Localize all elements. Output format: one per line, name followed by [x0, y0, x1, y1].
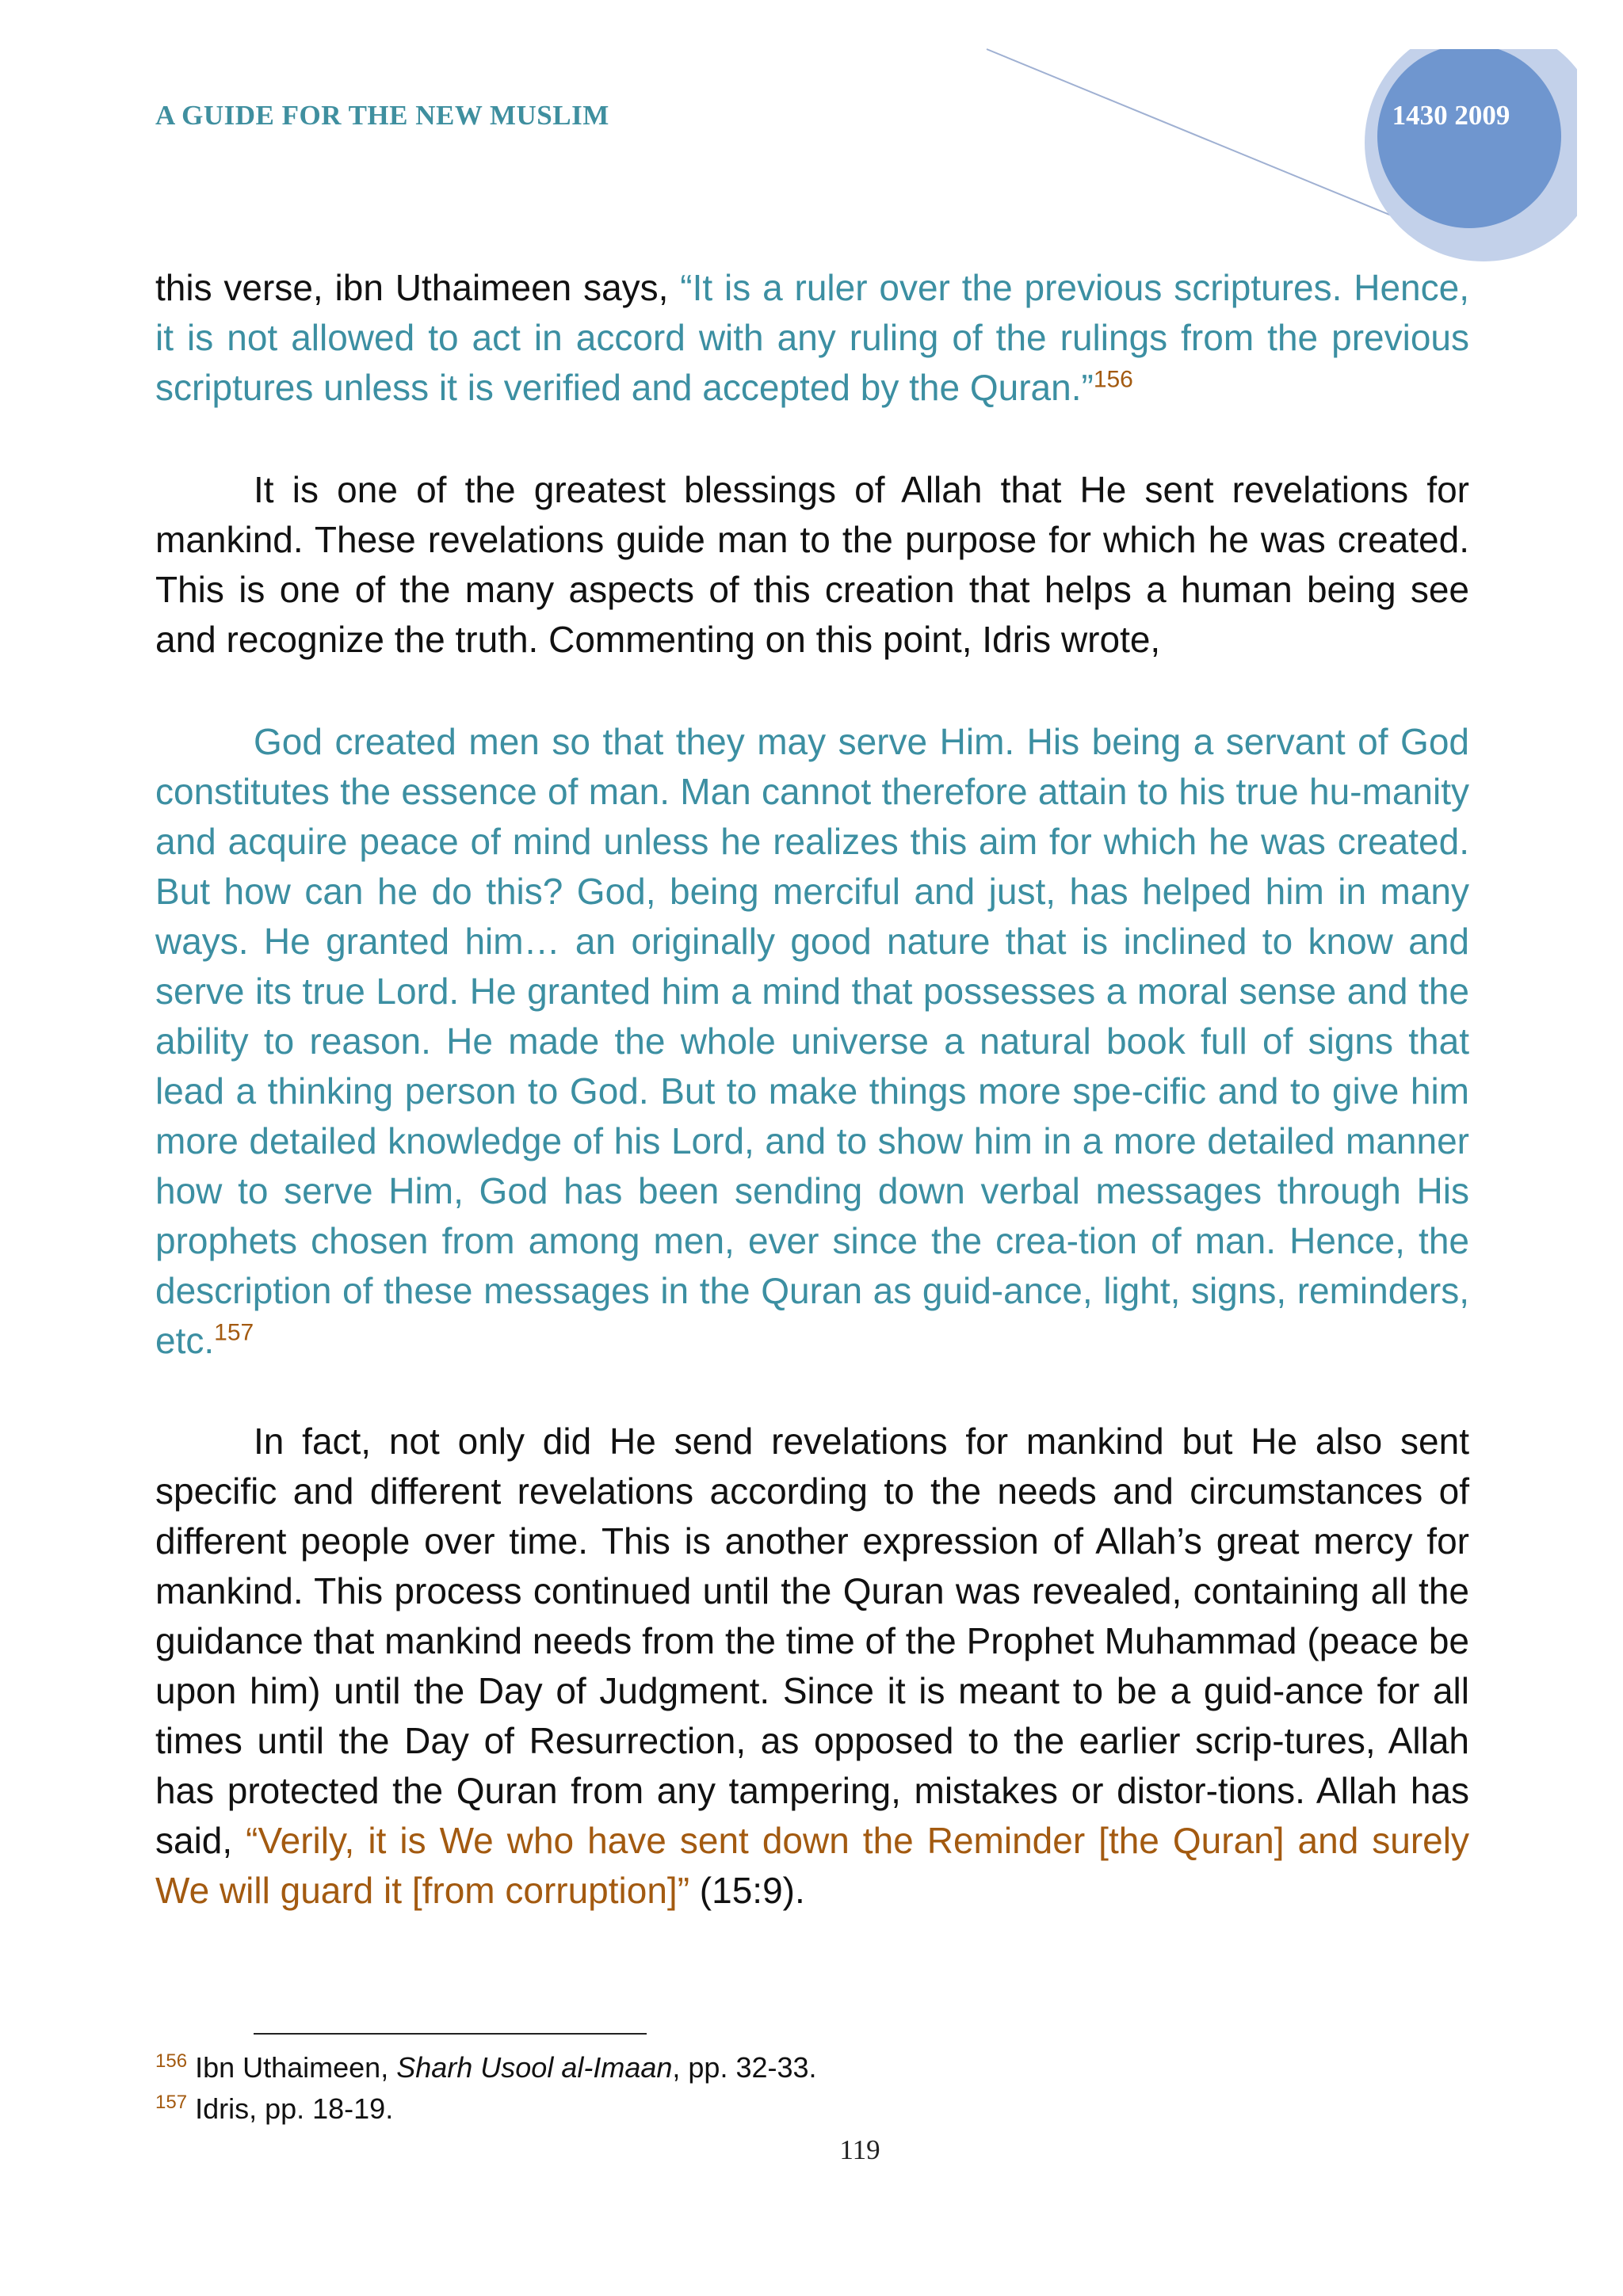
- footnote-number: 157: [155, 2092, 188, 2113]
- footnote-156: [155, 2047, 817, 2088]
- idris-block-quote: [155, 717, 1469, 1366]
- footnote-separator: [254, 2033, 647, 2035]
- quran-verse-quote: “Verily, it is We who have sent down the Reminder [the Quran] and surely We will guard it [from corruption]”: [155, 1820, 1469, 1911]
- paragraph-1: [155, 263, 1469, 413]
- footnote-ref-157[interactable]: 157: [214, 1319, 254, 1346]
- footnote-book-title: Sharh Usool al-Imaan: [396, 2051, 673, 2084]
- footnote-pages: , pp. 32-33.: [672, 2051, 817, 2084]
- paragraph-4: [155, 1417, 1469, 1916]
- header-inner-circle: [1377, 44, 1561, 228]
- paragraph-4-text: In fact, not only did He send revelations for mankind but He also sent specific and different revelations according to the needs and circumstances of different people over time. This is another expression of Allah’s great mercy for mankind. This process continued until the Quran was revealed, containing all the guidance that mankind needs from the time of the Prophet Muhammad (peace be upon him) until the Day of Judgment. Since it is meant to be a guid-ance for all times until the Day of Resurrection, as opposed to the earlier scrip-tures, Allah has protected the Quran from any tampering, mistakes or distor-tions. Allah has said,: [155, 1421, 1469, 1861]
- verse-reference: (15:9).: [689, 1870, 805, 1911]
- running-header-title: A GUIDE FOR THE NEW MUSLIM: [155, 100, 609, 131]
- page-number: 119: [839, 2134, 880, 2165]
- idris-quote-text: God created men so that they may serve Him. His being a servant of God constitutes the essence of man. Man cannot therefore attain to his true hu-manity and acquire peace of mind unless he realizes this aim for which he was created. But how can he do this? God, being merciful and just, has helped him in many ways. He granted him… an originally good nature that is inclined to know and serve its true Lord. He granted him a mind that possesses a moral sense and the ability to reason. He made the whole universe a natural book full of signs that lead a thinking person to God. But to make things more spe-cific and to give him more detailed knowledge of his Lord, and to show him in a more detailed manner how to serve Him, God has been sending down verbal messages through His prophets chosen from among men, ever since the crea-tion of man. Hence, the description of these messages in the Quran as guid-ance, light, signs, reminders, etc.: [155, 721, 1469, 1361]
- footnotes: [155, 2047, 817, 2130]
- footnote-text: Ibn Uthaimeen,: [195, 2051, 397, 2084]
- header-circle-decoration: [0, 0, 1623, 285]
- footnote-number: 156: [155, 2050, 188, 2072]
- footnote-ref-156[interactable]: 156: [1093, 366, 1133, 393]
- footnote-text: Idris, pp. 18-19.: [195, 2092, 394, 2125]
- uthaimeen-quote: “It is a ruler over the previous scriptures. Hence, it is not allowed to act in accord with any ruling of the rulings from the previous scriptures unless it is verified and accepted by the Quran.”: [155, 267, 1469, 408]
- paragraph-2: It is one of the greatest blessings of Allah that He sent revelations for mankind. These revelations guide man to the purpose for which he was created. This is one of the many aspects of this creation that helps a human being see and recognize the truth. Commenting on this point, Idris wrote,: [155, 469, 1469, 660]
- footnote-157: [155, 2088, 817, 2130]
- paragraph-1-lead: this verse, ibn Uthaimeen says,: [155, 267, 681, 308]
- running-header-year: 1430 2009: [1392, 100, 1510, 131]
